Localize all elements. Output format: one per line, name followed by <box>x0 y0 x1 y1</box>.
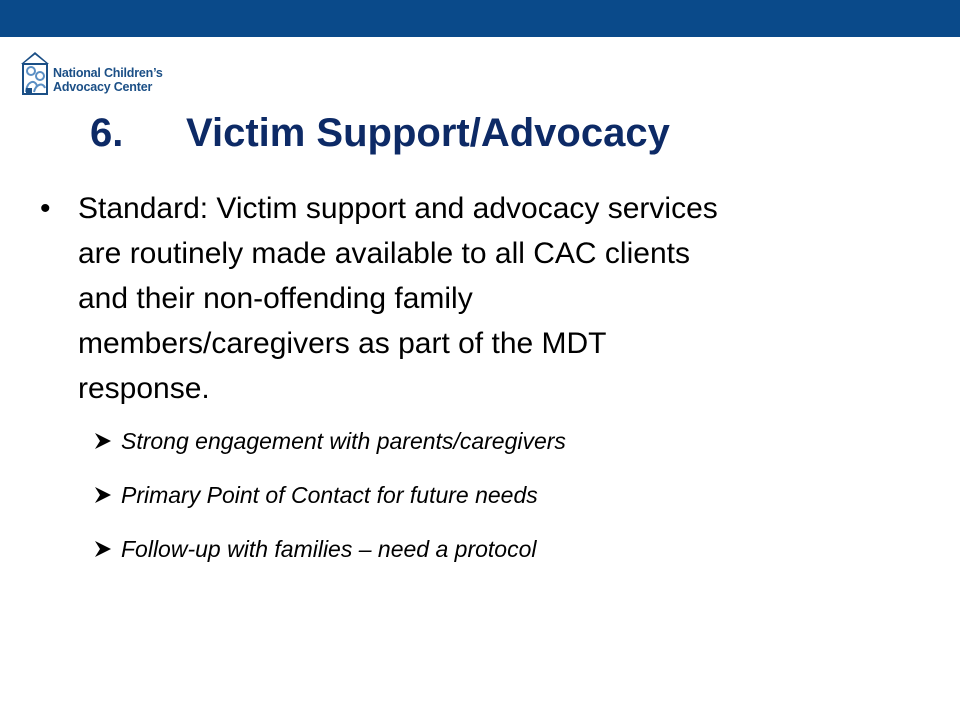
title-number: 6. <box>90 111 124 155</box>
title-text: Victim Support/Advocacy <box>186 111 670 155</box>
sub-bullet-list <box>93 423 873 585</box>
sub-bullet-text: Strong engagement with parents/caregivers <box>121 428 566 454</box>
arrow-bullet-icon <box>93 486 113 504</box>
sub-bullet-item <box>93 423 873 477</box>
bullet-line: members/caregivers as part of the MDT <box>78 327 607 360</box>
sub-bullet-text: Primary Point of Contact for future needs <box>121 482 538 508</box>
logo-line-1: National Children’s <box>53 66 163 80</box>
bullet-line: Standard: Victim support and advocacy services <box>78 192 718 225</box>
sub-bullet-item <box>93 477 873 531</box>
sub-bullet-text: Follow-up with families – need a protocol <box>121 536 537 562</box>
bullet-text <box>78 186 890 411</box>
bullet-line: are routinely made available to all CAC clients <box>78 237 690 270</box>
sub-bullet-item <box>93 531 873 585</box>
slide-title <box>90 108 670 158</box>
header-bar <box>0 0 960 37</box>
logo-line-2: Advocacy Center <box>53 80 153 94</box>
house-with-children-icon <box>19 48 51 98</box>
bullet-line: and their non-offending family <box>78 282 473 315</box>
bullet-marker: • <box>40 192 51 225</box>
arrow-bullet-icon <box>93 540 113 558</box>
logo-text <box>53 66 163 94</box>
bullet-line: response. <box>78 372 210 405</box>
arrow-bullet-icon <box>93 432 113 450</box>
logo <box>19 48 189 98</box>
